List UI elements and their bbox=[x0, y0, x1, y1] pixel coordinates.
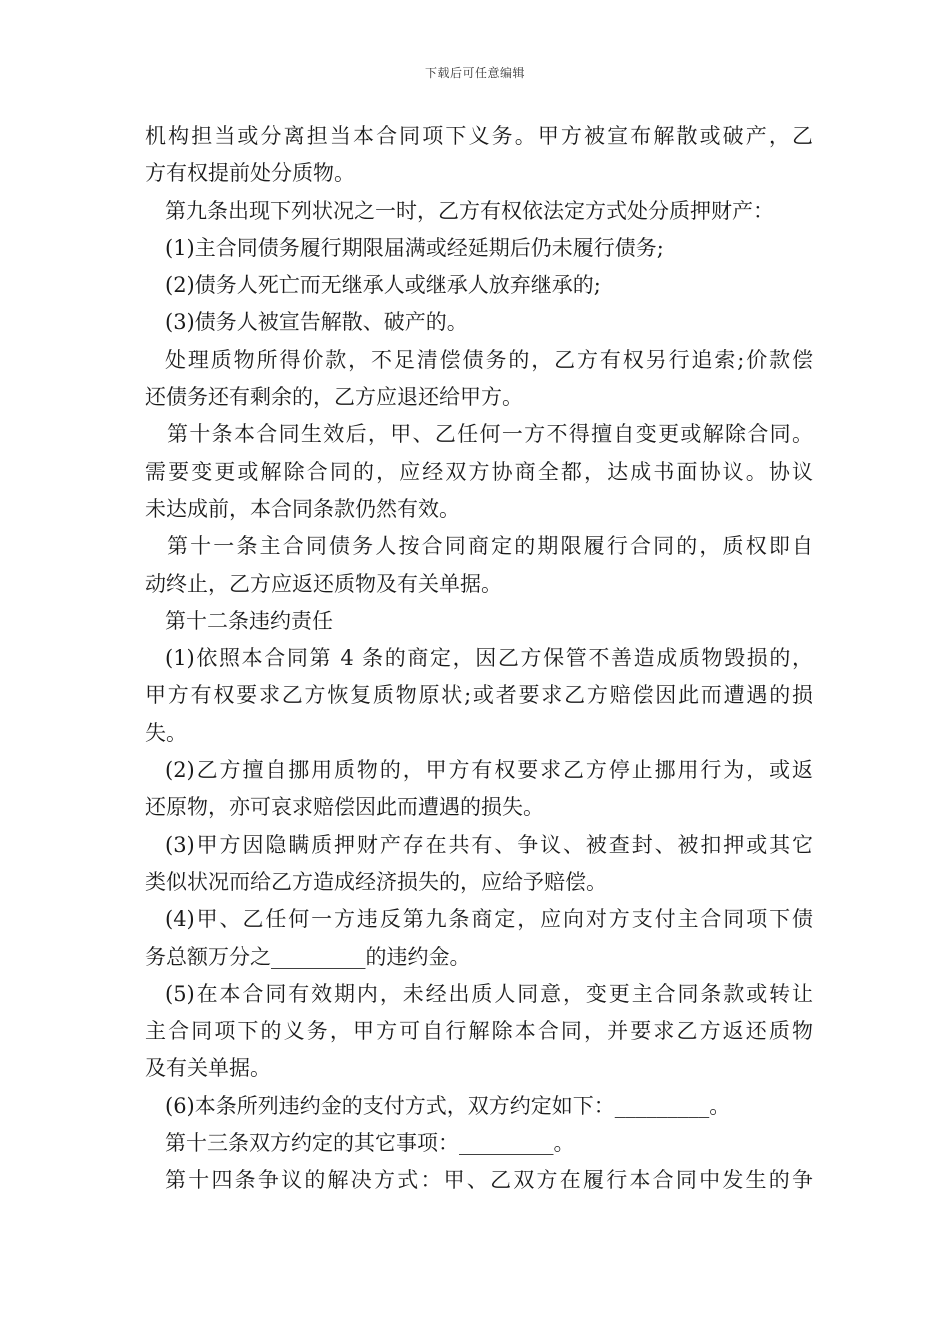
page-header-note: 下载后可任意编辑 bbox=[424, 66, 525, 80]
text-line: (3)甲方因隐瞒质押财产存在共有、争议、被查封、被扣押或其它 bbox=[165, 832, 813, 857]
text-line: (2)乙方擅自挪用质物的，甲方有权要求乙方停止挪用行为，或返 bbox=[165, 758, 813, 783]
document-body bbox=[145, 118, 813, 1200]
text-line: 第九条出现下列状况之一时，乙方有权依法定方式处分质押财产： bbox=[165, 198, 774, 223]
text-line: 处理质物所得价款，不足清偿债务的，乙方有权另行追索;价款偿 bbox=[165, 347, 813, 372]
text-line: 未达成前，本合同条款仍然有效。 bbox=[145, 496, 460, 521]
text-line: 方有权提前处分质物。 bbox=[145, 161, 355, 186]
text-line: 机构担当或分离担当本合同项下义务。甲方被宣布解散或破产，乙 bbox=[145, 124, 813, 148]
text-line: 务总额万分之_________的违约金。 bbox=[145, 944, 471, 969]
text-line: 第十二条违约责任 bbox=[165, 608, 333, 633]
text-line: 第十条本合同生效后，甲、乙任何一方不得擅自变更或解除合同。 bbox=[167, 422, 813, 447]
text-line: (3)债务人被宣告解散、破产的。 bbox=[165, 310, 468, 335]
text-line: 第十一条主合同债务人按合同商定的期限履行合同的，质权即自 bbox=[167, 534, 813, 559]
text-line: 失。 bbox=[145, 720, 187, 745]
text-line: 动终止，乙方应返还质物及有关单据。 bbox=[145, 571, 502, 596]
text-line: 主合同项下的义务，甲方可自行解除本合同，并要求乙方返还质物 bbox=[145, 1019, 813, 1044]
text-line: (5)在本合同有效期内，未经出质人同意，变更主合同条款或转让 bbox=[165, 981, 813, 1006]
text-line: 还原物，亦可哀求赔偿因此而遭遇的损失。 bbox=[145, 795, 544, 820]
text-line: 第十四条争议的解决方式：甲、乙双方在履行本合同中发生的争 bbox=[165, 1168, 813, 1193]
text-line: (1)主合同债务履行期限届满或经延期后仍未履行债务; bbox=[165, 235, 664, 260]
text-line: 第十三条双方约定的其它事项：_________。 bbox=[165, 1131, 575, 1156]
text-line: 及有关单据。 bbox=[145, 1056, 271, 1081]
text-line: 需要变更或解除合同的，应经双方协商全都，达成书面协议。协议 bbox=[145, 459, 813, 484]
text-line: (4)甲、乙任何一方违反第九条商定，应向对方支付主合同项下债 bbox=[165, 907, 813, 932]
text-line: 类似状况而给乙方造成经济损失的，应给予赔偿。 bbox=[145, 869, 607, 894]
text-line: (2)债务人死亡而无继承人或继承人放弃继承的; bbox=[165, 273, 601, 298]
text-line: (6)本条所列违约金的支付方式，双方约定如下：_________。 bbox=[165, 1093, 731, 1118]
text-line: (1)依照本合同第 4 条的商定，因乙方保管不善造成质物毁损的， bbox=[165, 646, 813, 671]
text-line: 甲方有权要求乙方恢复质物原状;或者要求乙方赔偿因此而遭遇的损 bbox=[145, 683, 813, 708]
text-line: 还债务还有剩余的，乙方应退还给甲方。 bbox=[145, 385, 523, 410]
